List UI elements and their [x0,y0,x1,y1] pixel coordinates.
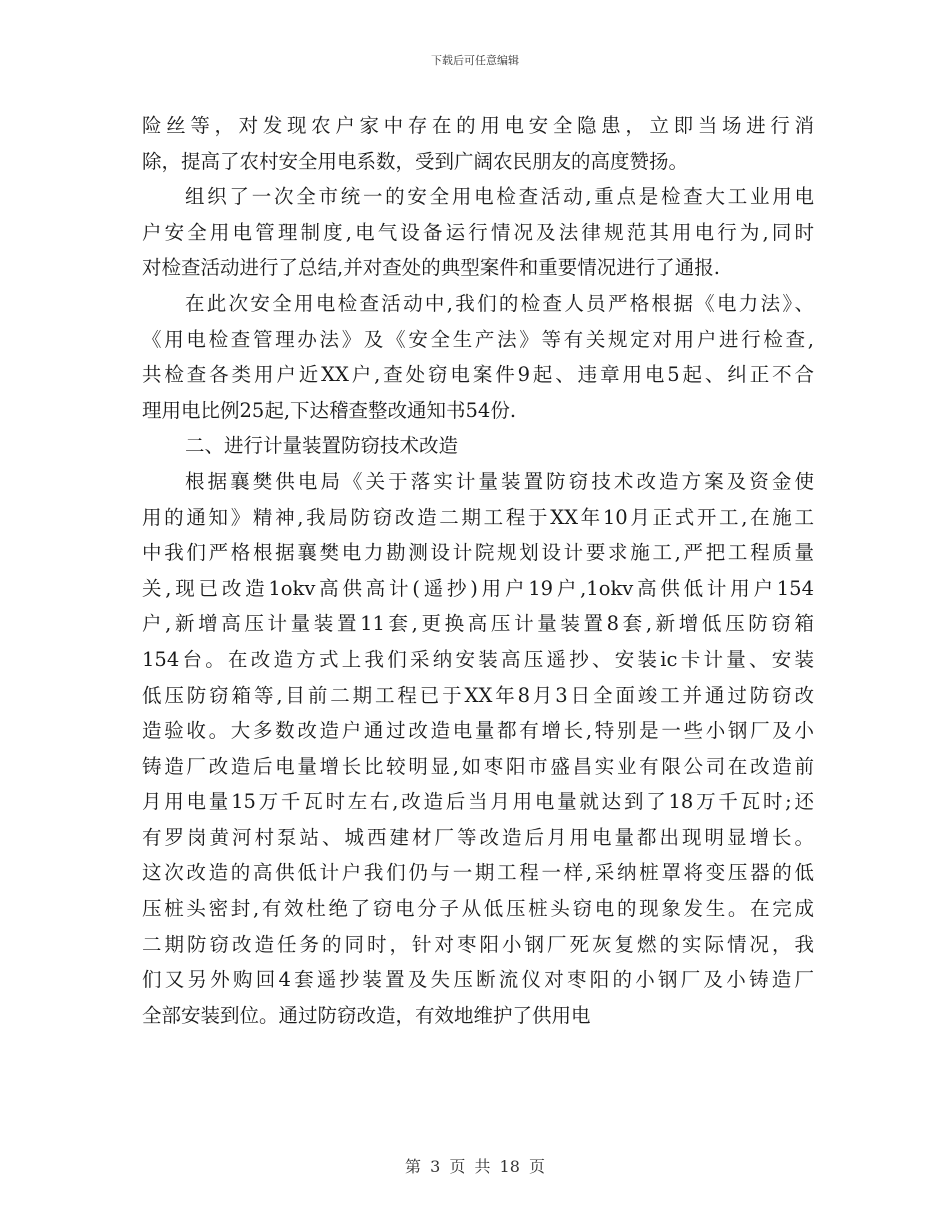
body-line-15: 户,新增高压计量装置11套,更换高压计量装置8套,新增低压防窃箱 [142,612,814,636]
page-number: 第 3 页 共 18 页 [405,1157,545,1176]
body-line-14: 关,现已改造1okv高供高计(遥抄)用户19户,1okv高供低计用户154 [142,576,814,600]
section-heading: 二、进行计量装置防窃技术改造 [185,434,459,458]
document-body [142,108,814,1033]
body-line-13: 中我们严格根据襄樊电力勘测设计院规划设计要求施工,严把工程质量 [142,541,814,565]
body-line-24: 二期防窃改造任务的同时，针对枣阳小钢厂死灰复燃的实际情况，我 [142,932,814,956]
body-line-7: 《用电检查管理办法》及《安全生产法》等有关规定对用户进行检查, [142,327,814,351]
body-line-6: 在此次安全用电检查活动中,我们的检查人员严格根据《电力法》、 [185,291,814,315]
body-line-23: 压桩头密封,有效杜绝了窃电分子从低压桩头窃电的现象发生。在完成 [142,897,814,921]
body-line-18: 造验收。大多数改造户通过改造电量都有增长,特别是一些小钢厂及小 [142,719,814,743]
body-line-9: 理用电比例25起,下达稽查整改通知书54份. [142,398,517,422]
body-line-20: 月用电量15万千瓦时左右,改造后当月用电量就达到了18万千瓦时;还 [142,790,814,814]
body-line-1: 险丝等，对发现农户家中存在的用电安全隐患，立即当场进行消 [142,114,814,137]
body-line-8: 共检查各类用户近XX户,查处窃电案件9起、违章用电5起、纠正不合 [142,363,814,387]
body-line-12: 用的通知》精神,我局防窃改造二期工程于XX年10月正式开工,在施工 [142,505,814,529]
body-line-3: 组织了一次全市统一的安全用电检查活动,重点是检查大工业用电 [185,185,814,209]
body-line-11: 根据襄樊供电局《关于落实计量装置防窃技术改造方案及资金使 [185,469,814,493]
body-line-5: 对检查活动进行了总结,并对查处的典型案件和重要情况进行了通报. [142,256,720,280]
page-header: 下载后可任意编辑 [431,54,519,67]
body-line-19: 铸造厂改造后电量增长比较明显,如枣阳市盛昌实业有限公司在改造前 [142,754,814,778]
body-line-25: 们又另外购回4套遥抄装置及失压断流仪对枣阳的小钢厂及小铸造厂 [142,968,814,992]
body-line-26: 全部安装到位。通过防窃改造，有效地维护了供用电 [142,1003,591,1027]
body-line-22: 这次改造的高供低计户我们仍与一期工程一样,采纳桩罩将变压器的低 [142,861,814,885]
body-line-16: 154台。在改造方式上我们采纳安装高压遥抄、安装ic卡计量、安装 [142,647,814,671]
body-line-17: 低压防窃箱等,目前二期工程已于XX年8月3日全面竣工并通过防窃改 [142,683,814,707]
body-line-4: 户安全用电管理制度,电气设备运行情况及法律规范其用电行为,同时 [142,220,814,244]
body-line-2: 除，提高了农村安全用电系数，受到广阔农民朋友的高度赞扬。 [142,149,689,173]
body-line-21: 有罗岗黄河村泵站、城西建材厂等改造后月用电量都出现明显增长。 [142,825,814,849]
